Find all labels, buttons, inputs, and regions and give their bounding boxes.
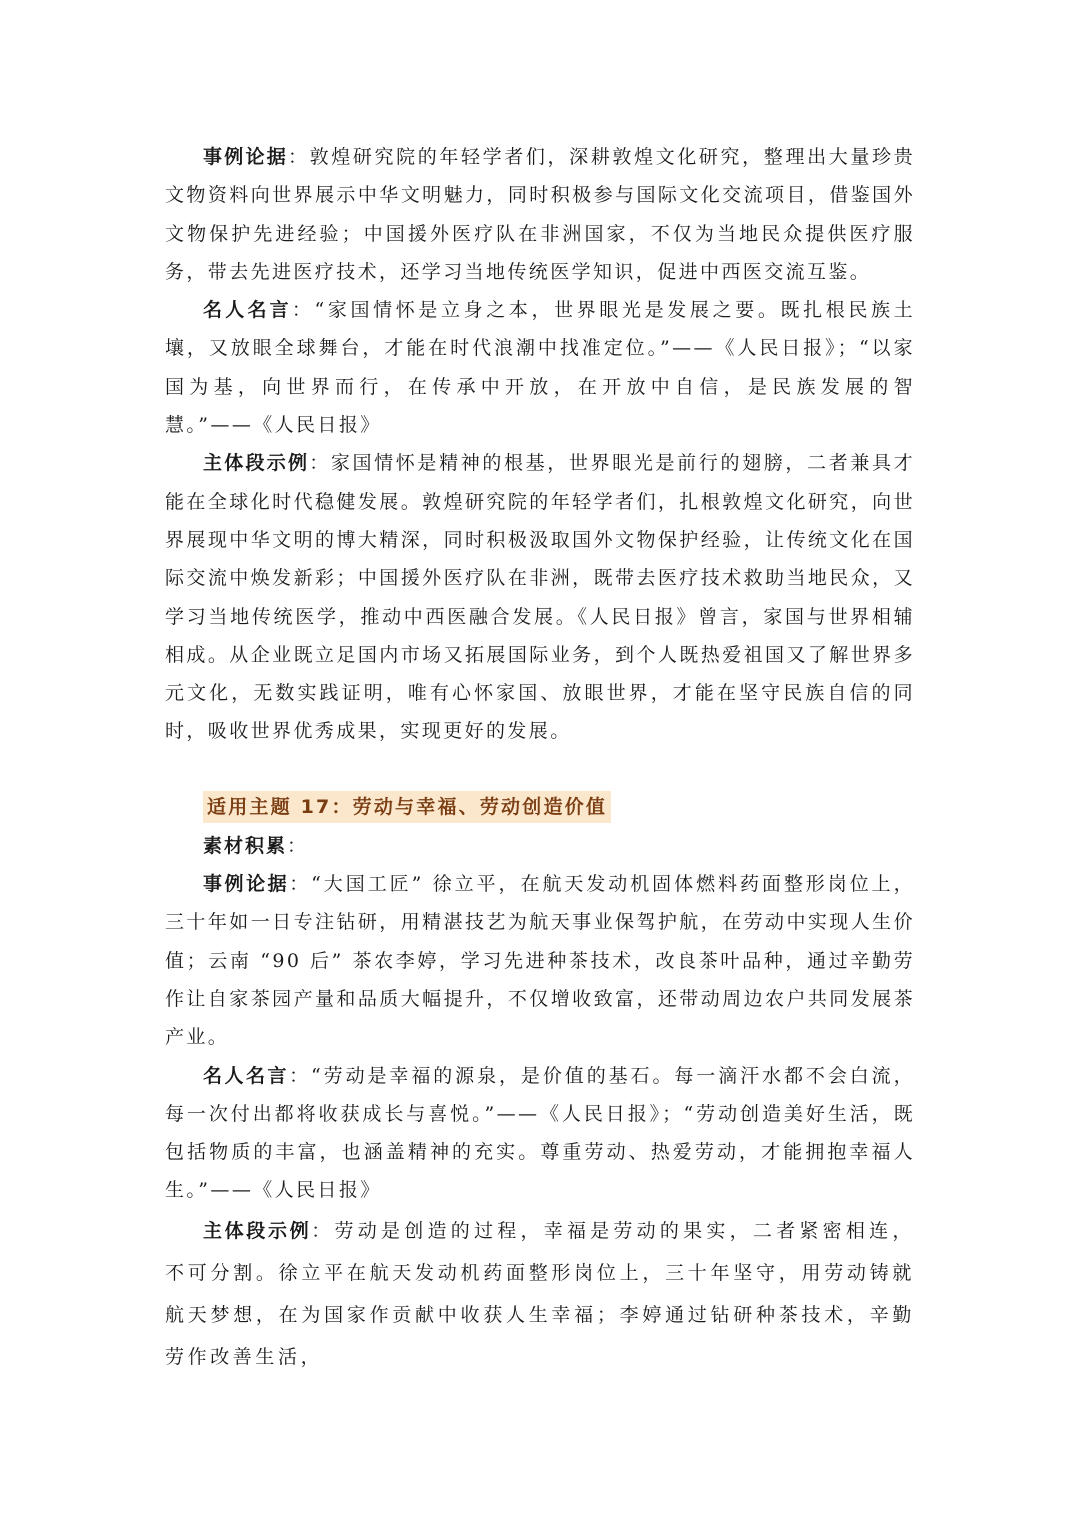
famous-quote-text-2: ：“劳动是幸福的源泉，是价值的基石。每一滴汗水都不会白流，每一次付出都将收获成长与喜悦。”——《人民日报》；“劳动创造美好生活，既包括物质的丰富，也涵盖精神的充实。尊重劳动、热爱劳动，才能拥抱幸福人生。”——《人民日报》: [165, 1064, 915, 1202]
material-heading-line: [165, 827, 915, 865]
section-spacer: [165, 751, 915, 787]
case-argument-label: 事例论据: [203, 146, 288, 168]
case-argument-text-2: ：“大国工匠” 徐立平，在航天发动机固体燃料药面整形岗位上，三十年如一日专注钻研，用精湛技艺为航天事业保驾护航，在劳动中实现人生价值；云南 “90 后” 茶农李婷，学习先进种茶技术，改良茶叶品种，通过辛勤劳作让自家茶园产量和品质大幅提升，不仅增收致富，还带动周边农户共同发展茶产业。: [165, 873, 915, 1049]
famous-quote-label: 名人名言: [203, 299, 292, 322]
theme-heading: 适用主题 17：劳动与幸福、劳动创造价值: [203, 791, 611, 823]
case-argument-paragraph: [165, 138, 915, 291]
case-argument-paragraph-2: [165, 865, 915, 1056]
body-example-text: ：家国情怀是精神的根基，世界眼光是前行的翅膀，二者兼具才能在全球化时代稳健发展。敦煌研究院的年轻学者们，扎根敦煌文化研究，向世界展现中华文明的博大精深，同时积极汲取国外文物保护经验，让传统文化在国际交流中焕发新彩；中国援外医疗队在非洲，既带去医疗技术救助当地民众，又学习当地传统医学，推动中西医融合发展。《人民日报》曾言，家国与世界相辅相成。从企业既立足国内市场又拓展国际业务，到个人既热爱祖国又了解世界多元文化，无数实践证明，唯有心怀家国、放眼世界，才能在坚守民族自信的同时，吸收世界优秀成果，实现更好的发展。: [165, 452, 915, 743]
body-example-label-2: 主体段示例: [203, 1219, 312, 1242]
famous-quote-paragraph: [165, 291, 915, 444]
body-example-label: 主体段示例: [203, 452, 310, 475]
material-label: 素材积累: [203, 834, 288, 857]
document-page: [165, 138, 915, 1378]
theme-heading-line: [165, 787, 915, 827]
material-suffix: ：: [287, 834, 307, 857]
case-argument-label-2: 事例论据: [203, 873, 290, 896]
case-argument-text: ：敦煌研究院的年轻学者们，深耕敦煌文化研究，整理出大量珍贵文物资料向世界展示中华文明魅力，同时积极参与国际文化交流项目，借鉴国外文物保护先进经验；中国援外医疗队在非洲国家，不仅为当地民众提供医疗服务，带去先进医疗技术，还学习当地传统医学知识，促进中西医交流互鉴。: [165, 146, 915, 283]
body-example-text-2: ：劳动是创造的过程，幸福是劳动的果实，二者紧密相连，不可分割。徐立平在航天发动机药面整形岗位上，三十年坚守，用劳动铸就航天梦想，在为国家作贡献中收获人生幸福；李婷通过钻研种茶技术，辛勤劳作改善生活，: [165, 1219, 915, 1368]
body-example-paragraph: [165, 444, 915, 750]
famous-quote-label-2: 名人名言: [203, 1064, 290, 1087]
famous-quote-text: ：“家国情怀是立身之本，世界眼光是发展之要。既扎根民族土壤，又放眼全球舞台，才能在时代浪潮中找准定位。”——《人民日报》；“以家国为基，向世界而行，在传承中开放，在开放中自信，是民族发展的智慧。”——《人民日报》: [165, 299, 915, 437]
famous-quote-paragraph-2: [165, 1057, 915, 1210]
body-example-paragraph-2: [165, 1210, 915, 1378]
